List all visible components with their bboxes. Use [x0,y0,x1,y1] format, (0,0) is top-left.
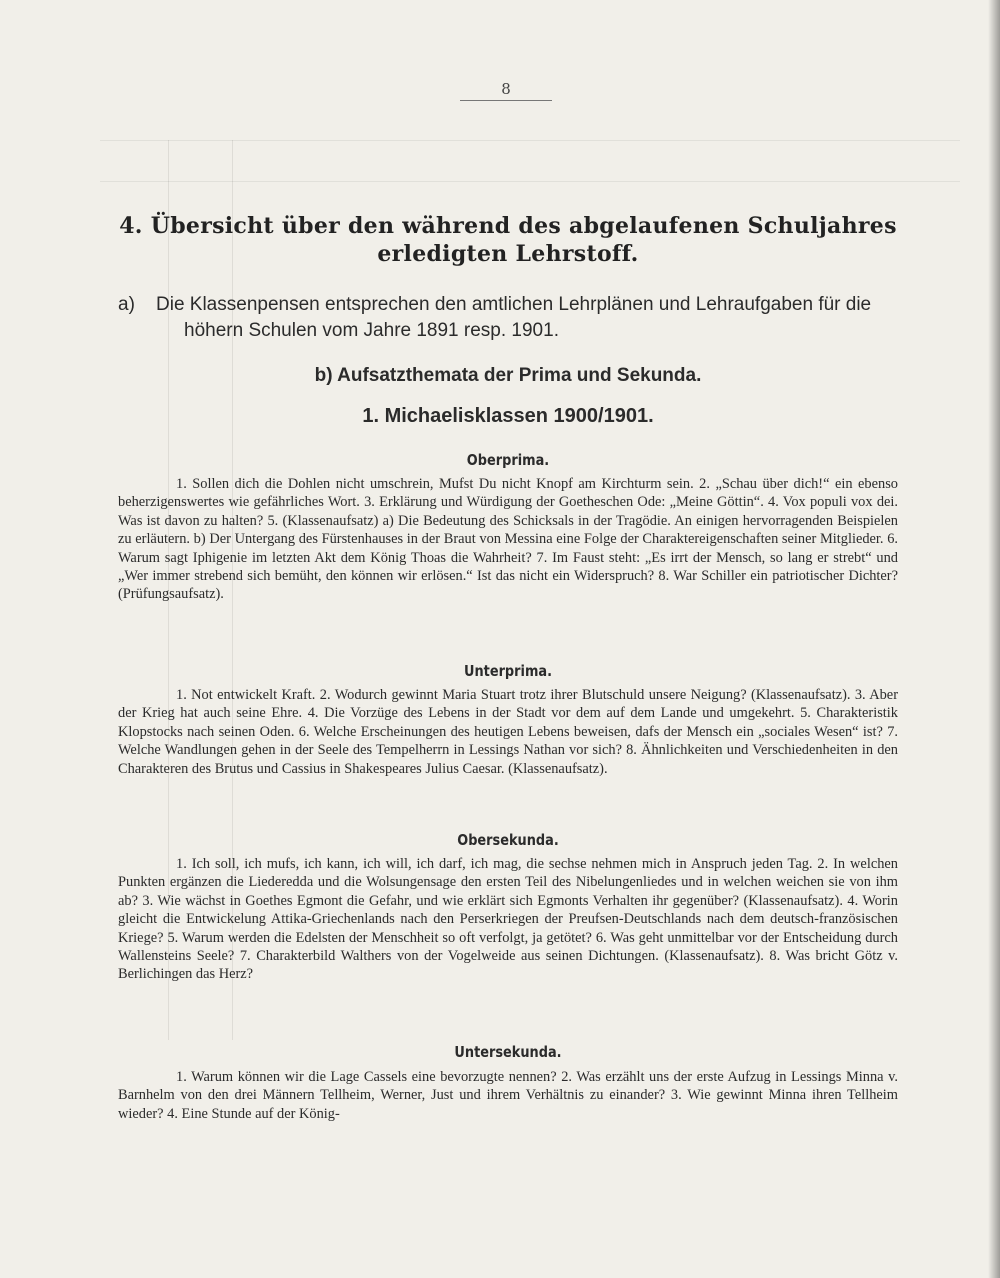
page-edge-shadow [988,0,1000,1278]
section-b-heading: b) Aufsatzthemata der Prima und Sekunda. [314,365,702,386]
section-a-paragraph [118,292,898,344]
page-number: 8 [460,80,552,101]
class-title: 1. Michaelisklassen 1900/1901. [362,405,654,427]
section-heading: 4. Übersicht über den während des abgelaufenen Schuljahres erledigten Lehrstoff. [119,213,897,267]
section-a-marker: a) [118,294,135,315]
subheading-oberprima: Oberprima. [466,451,550,469]
paragraph-oberprima: 1. Sollen dich die Dohlen nicht umschrein, Mufst Du nicht Knopf am Kirchturm sein. 2. „Schau über dich!“ ein ebenso beherzigenswertes wie gefährliches Wort. 3. Erklärung und Würdigung der Goetheschen Ode: „Meine Göttin“. 4. Vox populi vox dei. Was ist davon zu halten? 5. (Klassenaufsatz) a) Die Bedeutung des Schicksals in der Tragödie. An einigen hervorragenden Beispielen zu erläutern. b) Der Untergang des Fürstenhauses in der Braut von Messina eine Folge der Charaktereigenschaften seiner Mitglieder. 6. Warum sagt Iphigenie im letzten Akt dem König Thoas die Wahrheit? 7. Im Faust steht: „Es irrt der Mensch, so lang er strebt“ und „Wer immer strebend sich bemüht, den können wir erlösen.“ Ist das nicht ein Widerspruch? 8. War Schiller ein patriotischer Dichter? (Prüfungsaufsatz). [118,476,898,603]
subheading-obersekunda: Obersekunda. [457,831,559,849]
paragraph-obersekunda: 1. Ich soll, ich mufs, ich kann, ich will, ich darf, ich mag, die sechse nehmen mich in Anspruch jeden Tag. 2. In welchen Punkten ergänzen die Liederedda und die Wolsungensage den ersten Teil des Nibelungenliedes und in welchen weichen sie von ihm ab? 3. Wie wächst in Goethes Egmont die Gefahr, und wie erklärt sich Egmonts Verhalten ihr gegenüber? (Klassenaufsatz). 4. Worin gleicht die Entwickelung Attika-Griechenlands nach den Perserkriegen der Preufsen-Deutschlands nach dem deutsch-französischen Kriege? 5. Warum werden die Edelsten der Menschheit so oft verfolgt, ja getötet? 6. Was geht unmittelbar vor der Entscheidung durch Wallensteins Seele? 7. Charakterbild Walthers von der Vogelweide aus seinen Dichtungen. (Klassenaufsatz). 8. Was bricht Götz v. Berlichingen das Herz? [118,856,898,983]
paragraph-untersekunda: 1. Warum können wir die Lage Cassels eine bevorzugte nennen? 2. Was erzählt uns der erste Aufzug in Lessings Minna v. Barnhelm von den drei Männern Tellheim, Werner, Just und ihrem Verhältnis zu einander? 3. Wie gewinnt Minna ihren Tellheim wieder? 4. Eine Stunde auf der König- [118,1069,898,1122]
subheading-unterprima: Unterprima. [463,662,552,680]
subheading-untersekunda: Untersekunda. [454,1043,562,1061]
paragraph-unterprima: 1. Not entwickelt Kraft. 2. Wodurch gewinnt Maria Stuart trotz ihrer Blutschuld unsere Neigung? (Klassenaufsatz). 3. Aber der Krieg hat auch seine Ehre. 4. Die Vorzüge des Lebens in der Stadt vor dem auf dem Lande und umgekehrt. 5. Charakteristik Klopstocks nach seinen Oden. 6. Welche Erscheinungen des heutigen Lebens beweisen, dafs der Mensch ein „sociales Wesen“ ist? 7. Welche Wandlungen gehen in der Seele des Tempelherrn in Lessings Nathan vor sich? 8. Ähnlichkeiten und Verschiedenheiten in den Charakteren des Brutus und Cassius in Shakespeares Julius Caesar. (Klassenaufsatz). [118,687,898,777]
bleed-through-table [100,140,960,182]
section-a-text: Die Klassenpensen entsprechen den amtlichen Lehrplänen und Lehraufgaben für die höhern Schulen vom Jahre 1891 resp. 1901. [156,294,872,341]
